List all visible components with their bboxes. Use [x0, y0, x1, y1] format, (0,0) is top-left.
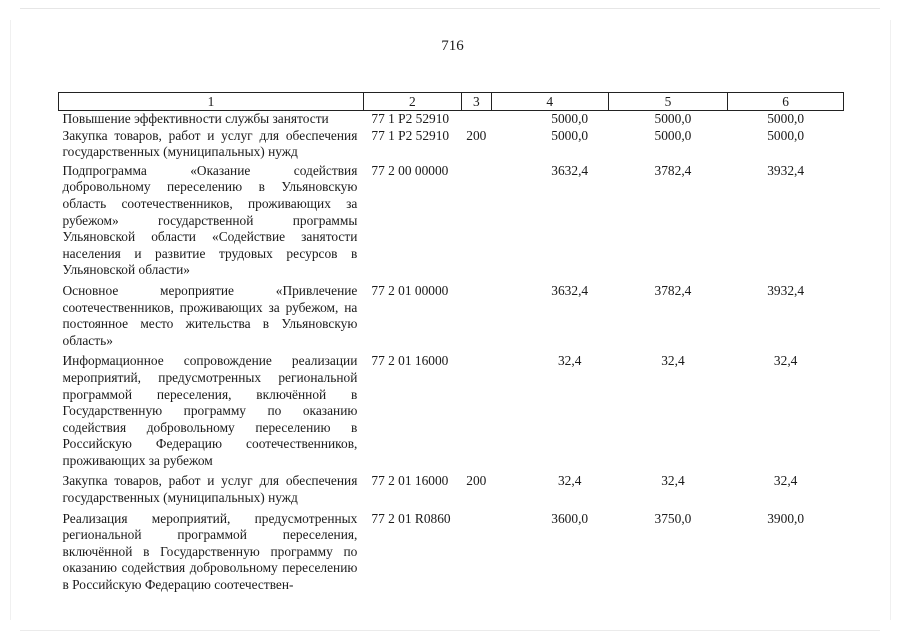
- row-value-2: 32,4: [661, 353, 685, 369]
- row-name: Информационное сопровождение реализации мероприятий, предусмотренных региональной программой переселения, включённой в Государственную программу по оказанию содействия добровольному переселению в Российскую Федерацию соотечественников, проживающих за рубежом: [62, 353, 358, 468]
- row-name: Реализация мероприятий, предусмотренных региональной программой переселения, включённой в Государственную программу по оказанию содействия добровольному переселению в Российскую Федерацию соотечествен-: [62, 510, 358, 593]
- row-code: 77 2 00 00000: [371, 162, 449, 178]
- table-header-row: [59, 93, 844, 111]
- row-code: 77 2 01 16000: [371, 473, 449, 489]
- row-code: 77 2 01 00000: [371, 282, 449, 298]
- column-header: 5: [608, 93, 728, 111]
- scan-edge-right: [890, 20, 891, 620]
- row-name: Закупка товаров, работ и услуг для обеспечения государственных (муниципальных) нужд: [62, 127, 358, 160]
- row-value-2: 3782,4: [654, 282, 692, 298]
- table-row: [59, 128, 844, 161]
- row-value-3: 5000,0: [767, 127, 805, 143]
- table-row: [59, 349, 844, 469]
- row-value-2: 3750,0: [654, 510, 692, 526]
- row-value-3: 5000,0: [767, 111, 805, 126]
- row-value-1: 3632,4: [551, 162, 589, 178]
- row-value-1: 32,4: [557, 473, 582, 489]
- table-row: [59, 111, 844, 128]
- row-vr: 200: [466, 127, 487, 143]
- row-value-3: 3900,0: [767, 510, 805, 526]
- row-value-2: 5000,0: [654, 111, 692, 126]
- scan-edge-left: [10, 20, 11, 620]
- column-header: 1: [59, 93, 364, 111]
- row-code: 77 1 P2 52910: [371, 111, 450, 126]
- row-vr: 200: [466, 473, 487, 489]
- row-value-3: 3932,4: [767, 282, 805, 298]
- row-vr: [461, 507, 491, 594]
- row-value-1: 5000,0: [551, 127, 589, 143]
- row-name: Закупка товаров, работ и услуг для обеспечения государственных (муниципальных) нужд: [62, 473, 358, 506]
- row-code: 77 2 01 16000: [371, 353, 449, 369]
- column-header: 4: [491, 93, 608, 111]
- table-row: [59, 469, 844, 506]
- budget-table: [58, 92, 844, 594]
- row-vr: [461, 161, 491, 279]
- table-row: [59, 279, 844, 349]
- row-code: 77 2 01 R0860: [371, 510, 451, 526]
- column-header: 6: [728, 93, 844, 111]
- row-vr: [461, 279, 491, 349]
- row-value-3: 32,4: [773, 473, 798, 489]
- row-vr: [461, 111, 491, 128]
- table-row: [59, 507, 844, 594]
- row-value-3: 3932,4: [767, 162, 805, 178]
- column-header: 3: [461, 93, 491, 111]
- row-code: 77 1 P2 52910: [371, 127, 450, 143]
- table-row: [59, 161, 844, 279]
- row-name: Повышение эффективности службы занятости: [62, 111, 329, 126]
- row-name: Подпрограмма «Оказание содействия добровольному переселению в Ульяновскую область соотечественников, проживающих за рубежом» государственной программы Ульяновской области «Содействие занятости населения и развитие трудовых ресурсов в Ульяновской области»: [62, 162, 358, 278]
- row-value-1: 32,4: [557, 353, 582, 369]
- row-value-2: 32,4: [661, 473, 685, 489]
- page-number: 716: [441, 38, 464, 54]
- column-header: 2: [363, 93, 461, 111]
- row-value-2: 5000,0: [654, 127, 692, 143]
- row-value-2: 3782,4: [654, 162, 692, 178]
- row-value-1: 3632,4: [551, 282, 589, 298]
- row-name: Основное мероприятие «Привлечение соотечественников, проживающих за рубежом, на постоянное место жительства в Ульяновскую область»: [62, 282, 358, 348]
- scan-edge-top: [20, 8, 880, 9]
- row-value-1: 3600,0: [551, 510, 589, 526]
- row-vr: [461, 349, 491, 469]
- row-value-1: 5000,0: [551, 111, 589, 126]
- row-value-3: 32,4: [773, 353, 798, 369]
- scan-edge-bottom: [20, 630, 880, 631]
